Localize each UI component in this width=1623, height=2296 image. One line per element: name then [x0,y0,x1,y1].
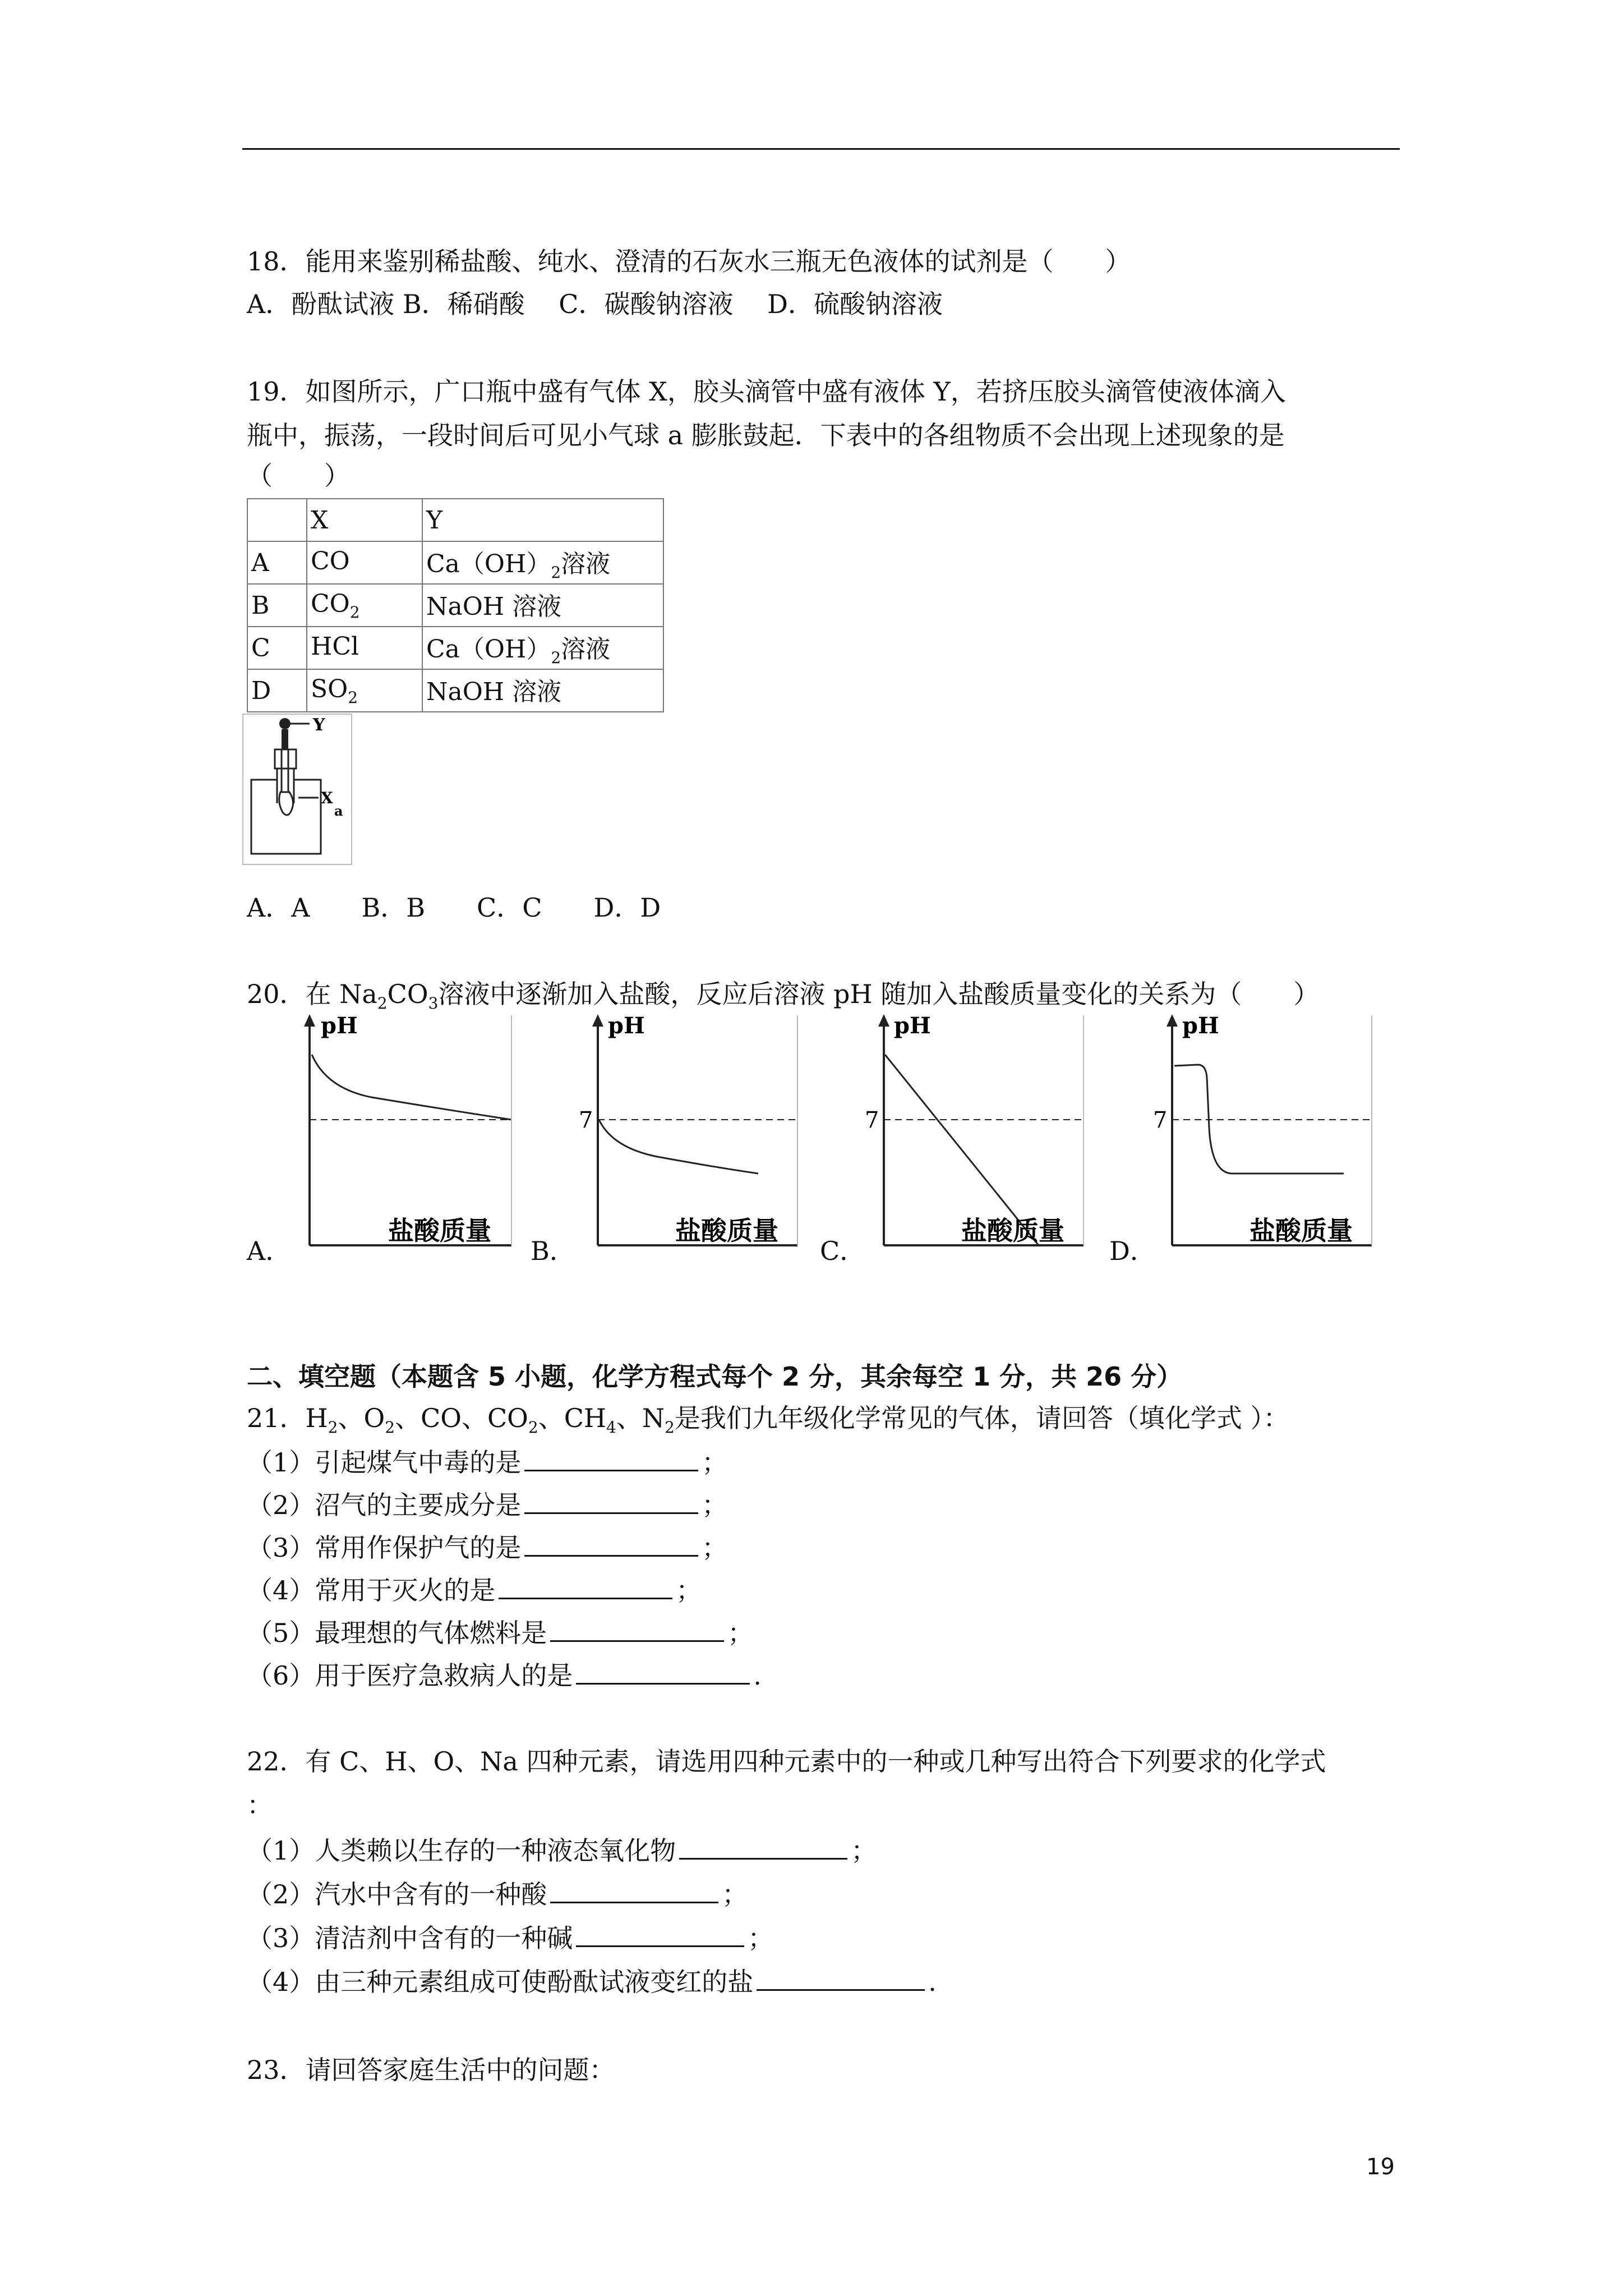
q19-line2: 瓶中，振荡，一段时间后可见小气球 a 膨胀鼓起．下表中的各组物质不会出现上述现象的是 [247,420,1285,450]
subscript: 4 [606,1418,616,1437]
q21-item [247,1616,753,1650]
graph-xlabel: 盐酸质量 [1249,1216,1353,1246]
table-row [247,584,663,627]
option-label-d: D． [1109,1236,1156,1266]
graph-ylabel: pH [608,1013,645,1039]
q19-line1: 19．如图所示，广口瓶中盛有气体 X，胶头滴管中盛有液体 Y，若挤压胶头滴管使液体滴入 [247,376,1286,407]
q18-options: A．酚酞试液 B．稀硝酸 C．碳酸钠溶液 D．硫酸钠溶液 [247,289,943,319]
item-text: （5）最理想的气体燃料是 [247,1618,547,1648]
item-text: （3）常用作保护气的是 [247,1533,522,1563]
item-end: . [928,1967,937,1997]
subscript: 2 [377,994,388,1013]
subscript: 2 [551,563,561,582]
ph-graph-d [1147,1010,1377,1262]
graph-ylabel: pH [1182,1013,1219,1039]
item-end: ； [727,1618,754,1648]
item-text: （1）引起煤气中毒的是 [247,1447,522,1478]
item-end: ； [748,1923,774,1953]
table-cell: B [247,584,307,627]
graph-ylabel: pH [894,1013,931,1039]
stem-text: 、O [338,1403,385,1433]
stem-text: 、CO、CO [395,1403,528,1433]
item-end: ； [702,1533,728,1563]
stem-text: 20．在 Na [247,979,377,1009]
item-end: ； [702,1490,728,1520]
answer-blank[interactable] [524,1488,698,1514]
q21-item [247,1445,727,1479]
table-cell [422,627,663,669]
page-number: 19 [1366,2154,1395,2180]
flask-apparatus-figure [242,714,352,865]
table-cell [422,541,663,584]
subscript: 2 [348,688,358,707]
option-label-c: C． [820,1236,866,1266]
cell-text: HCl [311,632,359,661]
table-cell [422,584,663,627]
item-text: （2）沼气的主要成分是 [247,1490,522,1520]
option-label-a: A． [247,1236,292,1266]
table-cell: C [247,627,307,669]
answer-blank[interactable] [524,1530,698,1557]
cell-text: NaOH 溶液 [426,678,562,707]
answer-blank[interactable] [576,1658,750,1685]
table-row [247,541,663,584]
graph-ref-label: 7 [1153,1107,1168,1133]
answer-blank[interactable] [550,1877,718,1903]
q22-item [247,1877,748,1911]
item-text: （6）用于医疗急救病人的是 [247,1660,573,1691]
cell-text: NaOH 溶液 [426,592,562,622]
stem-text: 是我们九年级化学常见的气体，请回答（填化学式 ）： [674,1403,1289,1433]
q19-line3: （ ） [247,461,350,491]
cell-text: CO [311,589,350,618]
cell-text: 溶液 [561,550,611,579]
item-text: （4）常用于灭火的是 [247,1575,496,1605]
answer-blank[interactable] [679,1833,847,1860]
ph-graph-b [573,1010,803,1262]
item-end: ； [722,1879,748,1910]
item-end: . [753,1660,762,1691]
q21-item [247,1488,727,1522]
stem-text: CO [387,979,428,1009]
jar-icon [251,780,321,854]
table-cell: Y [422,499,663,541]
table-cell [422,669,663,712]
subscript: 2 [328,1418,338,1437]
graph-ref-label: 7 [579,1107,593,1133]
subscript: 2 [665,1418,675,1437]
table-cell: X [307,499,422,541]
label-x: X [321,789,333,807]
graph-xlabel: 盐酸质量 [961,1216,1064,1246]
cell-text: CO [311,546,350,576]
table-cell [307,584,422,627]
q18-stem: 18．能用来鉴别稀盐酸、纯水、澄清的石灰水三瓶无色液体的试剂是（ ） [247,246,1131,277]
q22-item [247,1964,937,1999]
answer-blank[interactable] [499,1573,672,1599]
q22-item [247,1833,877,1867]
item-end: ； [702,1447,728,1478]
label-y: Y [313,715,325,735]
item-text: （1）人类赖以生存的一种液态氧化物 [247,1835,676,1866]
answer-blank[interactable] [550,1616,724,1642]
item-end: ； [676,1575,702,1605]
item-text: （3）清洁剂中含有的一种碱 [247,1923,573,1953]
cell-text: Ca（OH） [426,635,551,664]
subscript: 3 [428,994,439,1013]
cell-text: Ca（OH） [426,550,551,579]
graph-ref-label: 7 [865,1107,879,1133]
q21-item [247,1530,727,1565]
table-row [247,669,663,712]
balloon-icon [279,792,293,815]
table-cell [307,669,422,712]
header-rule [242,148,1400,150]
q22-item [247,1921,773,1955]
table-header-row [247,499,663,541]
cell-text: 溶液 [561,635,611,664]
subscript: 2 [551,648,561,667]
q21-item [247,1658,762,1692]
graph-xlabel: 盐酸质量 [675,1216,778,1246]
q19-table [247,498,664,712]
table-cell [307,541,422,584]
table-cell [307,627,422,669]
answer-blank[interactable] [576,1921,744,1947]
graph-ylabel: pH [321,1013,358,1039]
subscript: 2 [349,602,360,622]
option-label-b: B． [531,1236,575,1266]
label-a: a [334,803,343,819]
q21-stem [247,1401,1289,1444]
table-cell: D [247,669,307,712]
answer-blank[interactable] [757,1964,925,1991]
q23-stem: 23．请回答家庭生活中的问题： [247,2055,615,2085]
cell-text: SO [311,674,348,703]
stem-text: 、N [616,1403,665,1433]
item-text: （2）汽水中含有的一种酸 [247,1879,547,1910]
q22-line1: 22．有 C、H、O、Na 四种元素，请选用四种元素中的一种或几种写出符合下列要求的化学式 [247,1746,1326,1777]
item-end: ； [851,1835,877,1866]
answer-blank[interactable] [524,1445,698,1471]
section-heading: 二、填空题（本题含 5 小题，化学方程式每个 2 分，其余每空 1 分，共 26 分） [247,1361,1183,1392]
ph-graph-a [293,1010,517,1262]
ph-graph-c [859,1010,1089,1262]
dropper-bulb-icon [279,718,291,729]
subscript: 2 [528,1418,538,1437]
stem-text: 溶液中逐渐加入盐酸，反应后溶液 pH 随加入盐酸质量变化的关系为（ ） [438,979,1320,1009]
stem-text: 、CH [538,1403,606,1433]
subscript: 2 [385,1418,395,1437]
table-cell [247,499,307,541]
q22-line2: ： [247,1790,273,1820]
graph-xlabel: 盐酸质量 [388,1216,491,1246]
q21-item [247,1573,702,1607]
table-row [247,627,663,669]
item-text: （4）由三种元素组成可使酚酞试液变红的盐 [247,1967,754,1997]
q19-options: A．A B．B C．C D．D [247,892,661,923]
stem-text: 21．H [247,1403,328,1433]
table-cell: A [247,541,307,584]
